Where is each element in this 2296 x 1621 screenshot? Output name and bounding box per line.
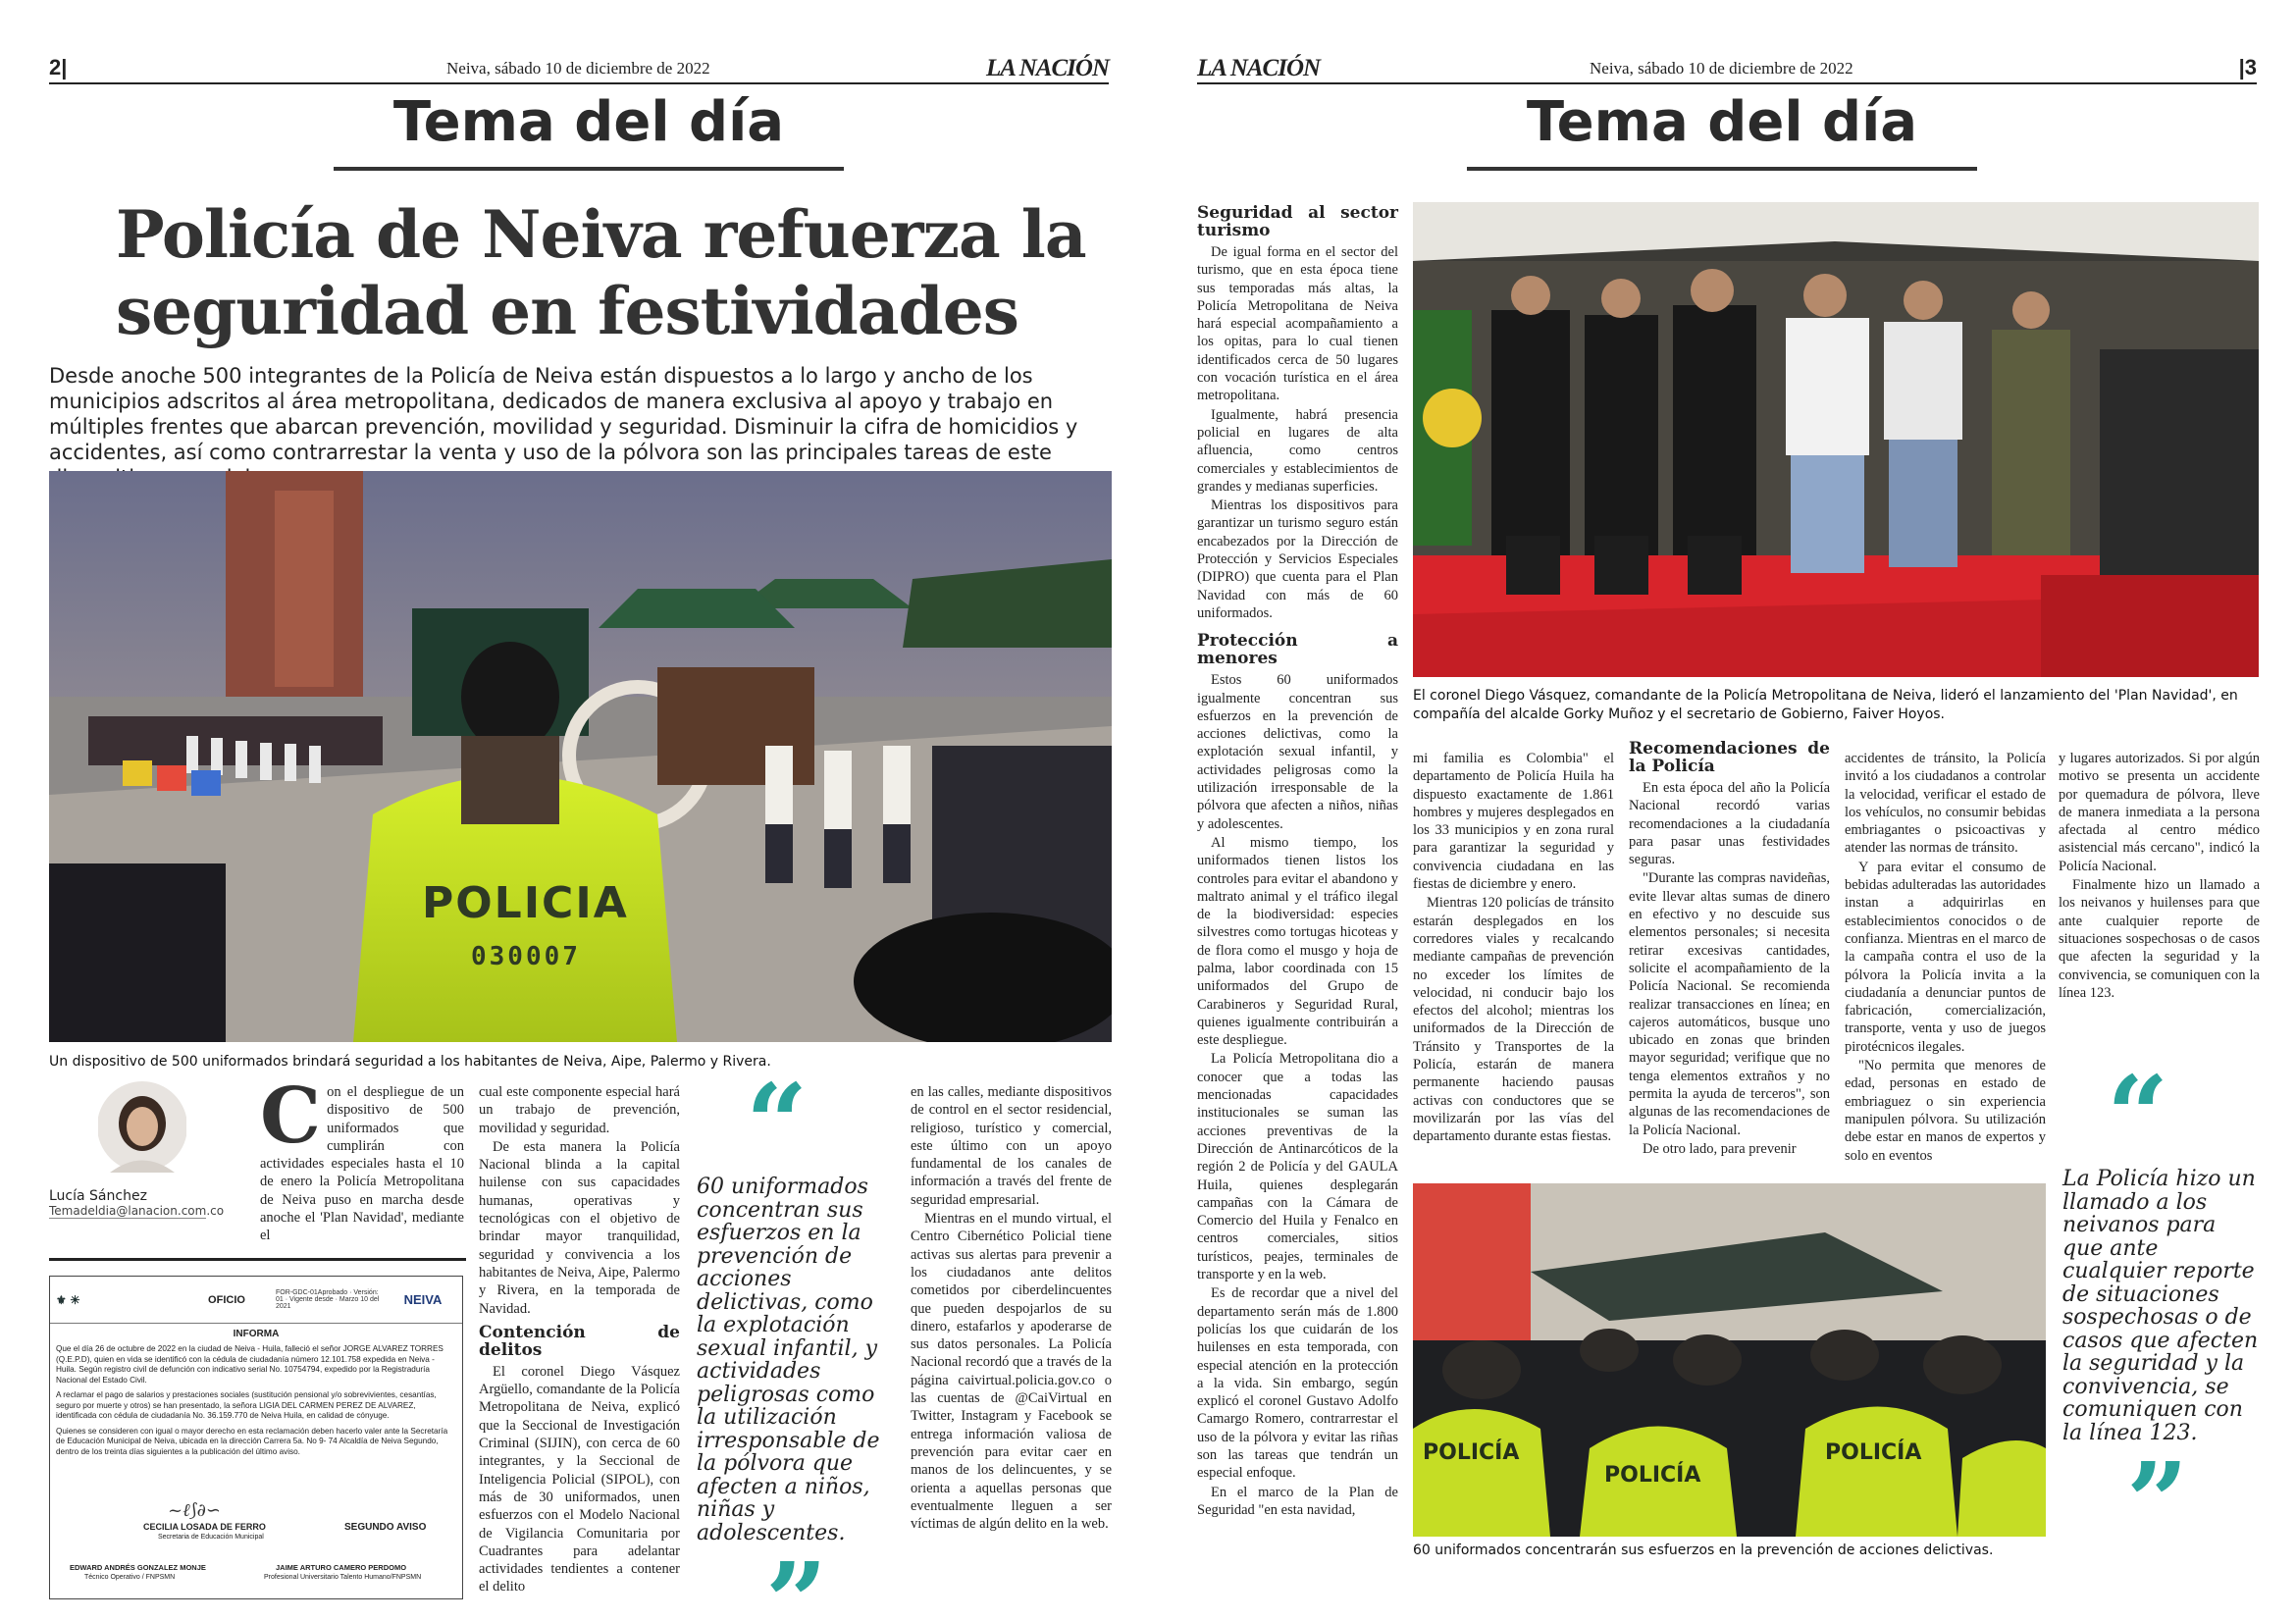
right-col3-text [1629, 740, 1830, 1159]
notice-signer: CECILIA LOSADA DE FERRO [143, 1522, 266, 1532]
drop-cap: C [260, 1072, 322, 1161]
left-col3-p1: en las calles, mediante dispositivos de control en el sector residencial, religioso, turístico y comercial, este último con un apoyo fundamental de los canales de información a través del frente de seguridad empresarial. [911, 1084, 1112, 1208]
right-section-title: Tema del día [1526, 90, 1918, 154]
right-col3-p3: De otro lado, para prevenir [1643, 1140, 1797, 1157]
right-page-number: |3 [2238, 55, 2257, 79]
notice-p1: Que el día 26 de octubre de 2022 en la ciudad de Neiva - Huila, falleció el señor JORGE ALVAREZ TORRES (Q.E.P.D), quien en vida se identificó con la cédula de ciudadanía número 12.101.758 expedida en Neiva - Huila. Según registro civil de defunción con indicativo serial No. 10754794, expedido por la Registraduría Nacional del Estado Civil. [56, 1344, 444, 1385]
right-col4-p3: "No permita que menores de edad, personas en estado de embriaguez o sin experiencia manipulen pólvora. Su utilización debe estar en manos de expertos y solo en eventos [1845, 1058, 2046, 1164]
left-header-logo: LA NACIÓN [985, 55, 1109, 81]
right-col4-p2: Y para evitar el consumo de bebidas adulteradas las autoridades instan a adquirirlas en establecimientos conocidos o de confianza. Mientras en el marco de la campaña contra el uso de la pólvora la Policía invita a la ciudadanía a denunciar puntos de fabricación, comercialización, transporte, venta y uso de juegos pirotécnicos ilegales. [1845, 859, 2046, 1055]
notice-header-fields: FOR-GDC-01Aprobado · Versión: 01 · Vigente desde · Marzo 10 del 2021 [276, 1289, 380, 1310]
right-col1-p1: De igual forma en el sector del turismo, que en esta época tiene sus temporadas más altas, la Policía Metropolitana de Neiva hará especial acompañamiento a los opitas, para lo cual tienen identificados cerca de 50 lugares con vocación turística en el área metropolitana. [1197, 244, 1398, 404]
article-headline: Policía de Neiva refuerza la seguridad en festividades [116, 196, 1086, 349]
right-col3-p1: En esta época del año la Policía Nacional recordó varias recomendaciones a la ciudadanía para pasar unas festividades seguras. [1629, 780, 1830, 868]
right-col2-p2: Mientras 120 policías de tránsito estarán desplegados en los corredores viales y recalcando mediante campañas de prevención no exceder los límites de velocidad, ni conducir bajo los efectos del alcohol; mientras los uniformados de la Dirección de Tránsito y Transportes de la Policía, estarán de manera permanente haciendo pausas activas con conductores que se movilizarán por las vías del departamento durante estas fiestas. [1413, 895, 1614, 1145]
notice-right-logo: NEIVA [403, 1292, 443, 1307]
right-col1-p2: Igualmente, habrá presencia policial en lugares de alta afluencia, como centros comerciales y establecimientos de grandes y medianas superficies. [1197, 406, 1398, 495]
right-section-rule [1467, 167, 1977, 171]
top-photo-caption: El coronel Diego Vásquez, comandante de la Policía Metropolitana de Neiva, lideró el lanzamiento del 'Plan Navidad', en compañía del alcalde Gorky Muñoz y el secretario de Gobierno, Faiver Hoyos. [1413, 688, 2238, 722]
subhead-recomendaciones: Recomendaciones de la Policía [1629, 739, 1830, 776]
right-col1-text [1197, 204, 1398, 1520]
notice-proyecto: JAIME ARTURO CAMERO PERDOMO [276, 1563, 407, 1572]
right-col1-p8: En el marco de la Plan de Seguridad "en esta navidad, [1197, 1484, 1398, 1518]
right-col4-p1: accidentes de tránsito, la Policía invitó a los ciudadanos a controlar la velocidad, verificar el estado de los vehículos, no consumir bebidas embriagantes o psicoactivas y atender las normas de tránsito. [1845, 751, 2046, 857]
author-byline [49, 1079, 226, 1219]
right-col1-p4: Estos 60 uniformados igualmente concentran sus esfuerzos en la prevención de acciones delictivas, como la explotación sexual infantil, y actividades peligrosas como la utilización irresponsable de la pólvora que afecten a niños, niñas y adolescentes. [1197, 672, 1398, 832]
subhead-menores: Protección a menores [1197, 631, 1398, 669]
left-page-number: 2| [49, 55, 68, 79]
left-section-rule [334, 167, 844, 171]
legal-notice [49, 1276, 463, 1599]
subhead-turismo: Seguridad al sector turismo [1197, 203, 1398, 240]
left-col2-text [479, 1083, 680, 1597]
right-quote-text: La Policía hizo un llamado a los neivanos para que ante cualquier reporte de situaciones sospechosas o de casos que afecten la seguridad y la convivencia, se comuniquen con la línea 123. [2062, 1167, 2259, 1445]
bottom-vest-text-1: POLICÍA [1423, 1440, 1520, 1465]
notice-office: OFICIO [208, 1293, 245, 1306]
left-col2-p1: cual este componente especial hará un trabajo de prevención, movilidad y seguridad. [479, 1084, 680, 1136]
left-col2-p2: De esta manera la Policía Nacional blinda a la capital huilense con sus capacidades humanas, operativas y tecnológicas con el objetivo de brindar mayor tranquilidad, seguridad y convivencia a los habitantes de Neiva, Aipe, Palermo y Rivera, en la temporada de Navidad. [479, 1138, 680, 1317]
notice-rule [49, 1258, 466, 1261]
right-pull-quote [2062, 1052, 2259, 1565]
right-page [1158, 0, 2296, 1621]
right-close-quote-icon: ” [2126, 1438, 2189, 1565]
left-pull-quote [697, 1060, 893, 1621]
right-col1-p6: La Policía Metropolitana dio a conocer que a todas las mencionadas capacidades institucionales se suman las acciones preventivas de la Dirección de Antinarcóticos de la región 2 de Policía y del GAULA Huila, quienes desplegarán campañas con la Cámara de Comercio del Huila y Fenalco en centros comerciales, sitios turísticos, peajes, terminales de transporte y en la web. [1197, 1051, 1398, 1283]
right-col5-p1: y lugares autorizados. Si por algún motivo se presenta un accidente por quemadura de pólvora, lleve de manera inmediata a la persona afectada al centro médico asistencial más cercano", indicó la Policía Nacional. [2059, 751, 2260, 874]
bottom-vest-text-3: POLICÍA [1825, 1440, 1922, 1465]
right-col1-p3: Mientras los dispositivos para garantizar un turismo seguro están encabezados por la Dirección de Protección y Servicios Especiales (DIPRO) que cuenta para el Plan Navidad con más de 60 uniformados. [1197, 497, 1398, 621]
bottom-vest-text-2: POLICÍA [1604, 1463, 1701, 1488]
bottom-photo-caption: 60 uniformados concentrarán sus esfuerzos en la prevención de acciones delictivas. [1413, 1543, 1994, 1558]
author-photo [98, 1079, 186, 1177]
right-col1-p7: Es de recordar que a nivel del departamento serán más de 1.800 policías los que cuidarán de los huilenses en esta temporada, con especial atención en la protección a la vida. Sin embargo, según explicó el coronel Gustavo Adolfo Camargo Romero, contrarrestar el uso de la pólvora y evitar las riñas son las tareas que tendrán un especial enfoque. [1197, 1285, 1398, 1482]
right-col5-text [2059, 750, 2260, 1003]
left-col1-body: on el despliegue de un dispositivo de 500 uniformados que cumplirán con actividades especiales hasta el 10 de enero la Policía Metropolitana de Neiva puso en marcha desde anoche el 'Plan Navidad', mediante el [260, 1084, 464, 1244]
notice-signer-role: Secretaria de Educación Municipal [158, 1534, 264, 1541]
notice-second: SEGUNDO AVISO [344, 1522, 427, 1533]
left-quote-text: 60 uniformados concentran sus esfuerzos en la prevención de acciones delictivas, como la explotación sexual infantil, y actividades peligrosas como la utilización irresponsable de la pólvora que afecten a niños, niñas y adolescentes. [697, 1175, 880, 1545]
main-photo [49, 471, 1112, 1042]
right-col2-text [1413, 750, 1614, 1147]
notice-p2: A reclamar el pago de salarios y prestaciones sociales (sustitución pensional y/o sobrevivientes, cesantías, seguro por muerte y otros) se han presentado, la señora LIGIA DEL CARMEN PEREZ DE ALVAREZ, identificada con cédula de ciudadanía No. 36.159.770 de Neiva Huila, en calidad de cónyuge. [56, 1390, 437, 1420]
left-header [49, 55, 1109, 84]
bottom-photo-illustration [1413, 1183, 2046, 1537]
subhead-contencion: Contención de delitos [479, 1322, 680, 1360]
left-header-date: Neiva, sábado 10 de diciembre de 2022 [446, 59, 710, 78]
top-photo-illustration [1413, 202, 2259, 677]
right-col3-p2: "Durante las compras navideñas, evite llevar altas sumas de dinero en efectivo y no descuide sus elementos personales; si necesita retirar excesivas cantidades, solicite el acompañamiento de la Policía Nacional. Se recomienda realizar transacciones en línea; en cajeros automáticos, busque uno ubicado en zonas que brinden mayor seguridad; verifique que no tenga elementos extraños y no permita la ayuda de terceros", son algunas de las recomendaciones de la Policía Nacional. [1629, 870, 1830, 1138]
left-col3-text [911, 1083, 1112, 1534]
notice-p3: Quienes se consideren con igual o mayor derecho en esta reclamación deben hacerlo valer ante la Secretaría de Educación Municipal de Neiva, ubicada en la dirección Carrera 5a. No 9- 74 Alcaldía de Neiva Segundo, dentro de los treinta días siguientes a la publicación del último aviso. [56, 1426, 448, 1456]
right-col1-p5: Al mismo tiempo, los uniformados tienen listos los controles para evitar el abandono y maltrato animal y el tráfico ilegal de la biodiversidad: especies silvestres como tortugas hicoteas y de flora como el musgo y hoja de palma, labor coordinada con 15 uniformados del Grupo de Carabineros y Seguridad Rural, quienes igualmente contribuirán a este despliegue. [1197, 834, 1398, 1049]
article-lead: Desde anoche 500 integrantes de la Policía de Neiva están dispuestos a lo largo y ancho de los municipios adscritos al área metropolitana, dedicados de manera exclusiva al apoyo y trabajo en múltiples frentes que abarcan prevención, movilidad y seguridad. Disminuir la cifra de homicidios y accidentes, así como contrarrestar la venta y uso de la pólvora son las principales tareas de este [49, 364, 1078, 464]
notice-title: INFORMA [233, 1329, 280, 1339]
notice-proyecto-role: Profesional Universitario Talento Humano/FNPSMN [264, 1574, 422, 1581]
right-col2-p1: mi familia es Colombia" el departamento de Policía Huila ha dispuesto exactamente de 1.861 hombres y mujeres desplegados en los 33 municipios y en zona rural para garantizar la seguridad y convivencia ciudadana en las fiestas de diciembre y enero. [1413, 751, 1614, 893]
bottom-photo [1413, 1183, 2046, 1537]
right-col5-p2: Finalmente hizo un llamado a los neivanos y huilenses para que ante cualquier reporte de situaciones sospechosas o de casos que afecten la seguridad y la convivencia, se comuniquen con la línea 123. [2059, 877, 2260, 1001]
right-col4-text [1845, 750, 2046, 1166]
left-page [0, 0, 1138, 1621]
notice-left-logo-icon: ⚜ ☀ [56, 1292, 80, 1307]
left-col1-text [260, 1072, 464, 1245]
right-open-quote-icon: “ [2107, 1052, 2169, 1178]
vest-code: 030007 [471, 942, 581, 971]
open-quote-icon: “ [746, 1060, 809, 1186]
close-quote-icon: ” [765, 1539, 828, 1621]
main-photo-caption: Un dispositivo de 500 uniformados brindará seguridad a los habitantes de Neiva, Aipe, Palermo y Rivera. [49, 1054, 771, 1070]
notice-revisor-role: Técnico Operativo / FNPSMN [84, 1574, 176, 1581]
signature-1-icon: ~ℓ⟆∂∽ [168, 1500, 221, 1521]
vest-text: POLICIA [422, 878, 629, 928]
right-header [1197, 55, 2257, 84]
top-photo [1413, 202, 2259, 677]
left-col2-p3: El coronel Diego Vásquez Argüello, comandante de la Policía Metropolitana de Neiva, explicó que la Seccional de Investigación Criminal (SIJIN), con cerca de 60 integrantes, y la Seccional de Inteligencia Policial (SIPOL), con más de 30 uniformados, unen esfuerzos con el Modelo Nacional de Vigilancia Comunitaria por Cuadrantes para adelantar actividades tendientes a contener el delito [479, 1363, 680, 1595]
left-col3-p2: Mientras en el mundo virtual, el Centro Cibernético Policial tiene activas sus alertas para prevenir a los ciudadanos ante delitos cometidos por ciberdelincuentes que pueden despojarlos de su dinero, estafarlos y apoderarse de sus datos personales. La Policía Nacional recordó que a través de la página caivirtual.policia.gov.co o las cuentas de @CaiVirtual en Twitter, Instagram y Facebook se entrega información valiosa de prevención para evitar caer en manos de los delincuentes, y se orienta a aquellas personas que eventualmente lleguen a ser víctimas de algún delito en la web. [911, 1211, 1112, 1533]
left-section-title: Tema del día [392, 90, 785, 154]
author-name: Lucía Sánchez [49, 1188, 147, 1204]
author-email: Temadeldia@lanacion.com.co [49, 1204, 225, 1218]
right-header-date: Neiva, sábado 10 de diciembre de 2022 [1590, 59, 1853, 78]
right-header-logo: LA NACIÓN [1197, 55, 1321, 81]
notice-revisor: EDWARD ANDRÉS GONZALEZ MONJE [70, 1563, 206, 1572]
